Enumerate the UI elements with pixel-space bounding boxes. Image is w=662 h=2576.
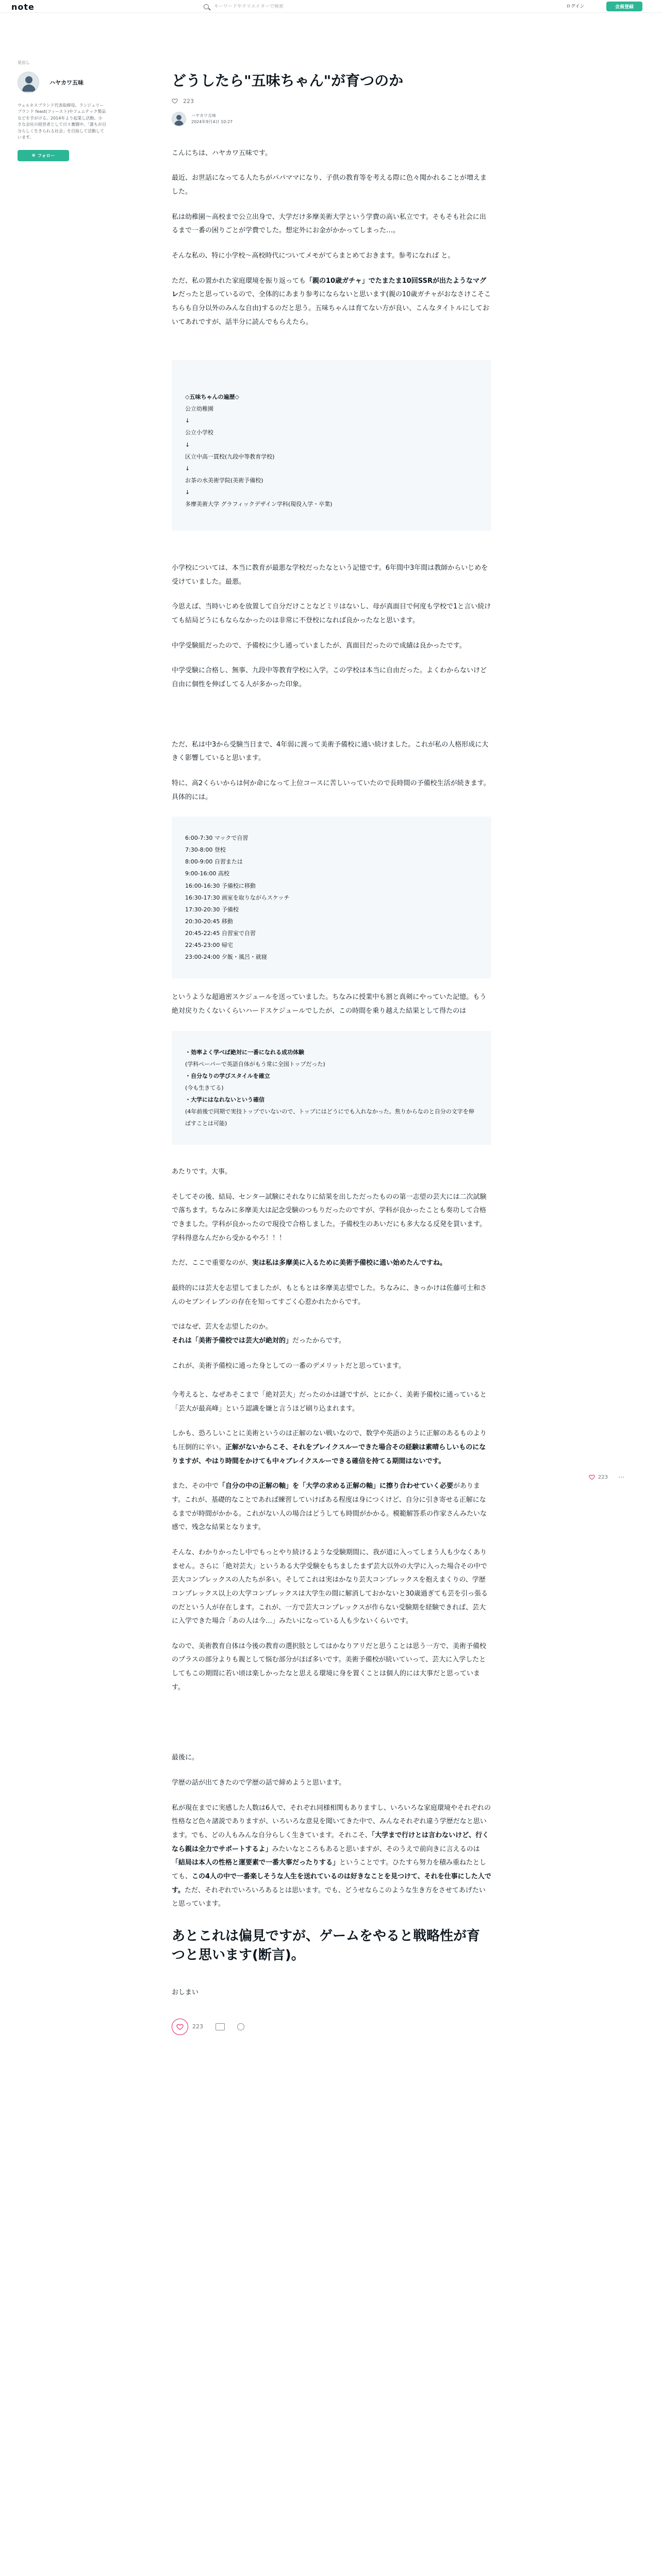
paragraph xyxy=(172,1427,491,1468)
bold-span: 「自分の中の正解の軸」を「大学の求める正解の軸」に擦り合わせていく必要 xyxy=(219,1482,454,1490)
box-line: ↓ xyxy=(185,488,190,496)
schedule-line: 9:00-16:00 高校 xyxy=(185,870,229,877)
text-span: ただ、ここで重要なのが、 xyxy=(172,1259,253,1267)
text-span: だったからです。 xyxy=(292,1336,345,1345)
box-line: ↓ xyxy=(185,417,190,425)
sidebar-bio: ウェルネスブランド代表取締役。ランジェリーブランド feast(フィースト)やフェムテック製品などを手がける。2014年より起業し活動。小さな会社の経営者として日々奮闘中。「誰もが自分らしく生きられる社会」を目指して活動しています。 xyxy=(18,103,106,140)
result-sub: (学科ペーパーで英語自体がもう常に全国トップだった) xyxy=(185,1060,325,1067)
like-count: 223 xyxy=(183,97,194,105)
follow-button[interactable] xyxy=(18,150,69,161)
result-heading: ・大学にはなれないという確信 xyxy=(185,1096,264,1103)
text-span: ただ、それぞれでいろいろあるとは思います。でも、どうせならこのような生き方をさせてあげたいと思っています。 xyxy=(172,1886,486,1908)
results-box xyxy=(172,1031,491,1145)
comment-icon[interactable] xyxy=(216,2023,225,2030)
person-add-icon: ⊕ xyxy=(31,153,36,159)
login-link[interactable]: ログイン xyxy=(566,4,585,9)
like-button[interactable] xyxy=(172,2019,188,2035)
box-line: 公立幼稚園 xyxy=(185,405,213,413)
paragraph: ただ、私は中3から受験当日まで、4年弱に渡って美術予備校に通い続けました。これが私の人格形成に大きく影響していると思います。 xyxy=(172,740,489,762)
box-heading: ◇五味ちゃんの遍歴◇ xyxy=(185,394,239,401)
top-header xyxy=(0,0,662,13)
paragraph xyxy=(172,1480,491,1535)
bold-span: この4人の中で一番楽しそうな人生を送れているのは好きなことを見つけて、それを仕事にした人です。 xyxy=(172,1872,491,1894)
bold-span: 「大学まで行けとは言わないけど、行くなら親は全力でサポートするよ」 xyxy=(172,1831,489,1853)
post-date: 2024年9月4日 10:27 xyxy=(191,119,233,124)
paragraph: そんな、わかりかったし中でもっとやり続けるような受験期間に、我が道に入ってしまう人も少なくありません。さらに「絶対芸大」というある大学受験をもちましたまず芸大以外の大学に入った場合その中で芸大コンプレックスの人たちが多い。そしてこれは実はかなり芸大コンプレックスを抱えまくりの、学歴コンプレックス以上の大学コンプレックスは大学生の間に解消しておかないと30歳過ぎても芸を引っ張るのだという人が存在します。これが、一方で芸大コンプレックスが作らない受験期を経験できれば、芸大に入学できた場合「あの人は今…」みたいになっている人も少ないくらいです。 xyxy=(172,1548,488,1625)
paragraph: なので、美術教育自体は今後の教育の選択肢としてはかなりアリだと思うことは思う一方で、美術予備校のプラスの部分よりも親として悩む部分がほぼ多いです。美術予備校が続いていって、芸大に入学したとしてもこの期間に若い頃は楽しかったなと思える環境に身を置くことは個人的には大事だと思っています。 xyxy=(172,1642,486,1691)
schedule-line: 22:45-23:00 帰宅 xyxy=(185,942,233,949)
paragraph: 小学校については、本当に教育が最悪な学校だったなという記憶です。6年間中3年間は教師からいじめを受けていました。最悪。 xyxy=(172,564,488,586)
sidebar-profile[interactable] xyxy=(18,72,110,93)
avatar[interactable] xyxy=(18,72,39,93)
bottom-action-bar xyxy=(172,2019,491,2035)
text-span: ではなぜ、芸大を志望したのか。 xyxy=(172,1323,272,1331)
closing-text: おしまい xyxy=(172,1989,199,1997)
schedule-box xyxy=(172,817,491,978)
schedule-line: 6:00-7:30 マックで自習 xyxy=(185,835,249,842)
paragraph: これが、美術予備校に通った身としての一番のデメリットだと思っています。 xyxy=(172,1362,405,1370)
author-row[interactable] xyxy=(172,112,491,126)
result-heading: ・自分なりの学びスタイルを確立 xyxy=(185,1072,270,1079)
author-meta xyxy=(191,113,233,125)
paragraph: あたりです。大事。 xyxy=(172,1168,231,1176)
result-sub: (4年前後で同期で実技トップでいないので、トップにはどうにでも入れなかった。焦りからなのと自分の文字を伸ばすことは可能) xyxy=(185,1108,474,1127)
search-bar[interactable] xyxy=(204,2,425,11)
box-line: ↓ xyxy=(185,465,190,472)
paragraph: というような超過密スケジュールを送っていました。ちなみに授業中も割と真剣にやっていた記憶。もう絶対戻りたくないくらいハードスケジュールでしたが、この時間を乗り越えた結果として得たのは xyxy=(172,993,487,1015)
heart-icon xyxy=(172,98,178,104)
result-heading: ・効率よく学べば絶対に一番になれる成功体験 xyxy=(185,1048,304,1056)
paragraph: 今考えると、なぜあそこまで「絶対芸大」だったのかは謎ですが、とにかく、美術予備校に通っていると「芸大が最高峰」という認識を嫌と言うほど刷り込まれます。 xyxy=(172,1391,487,1413)
paragraph: 最終的には芸大を志望してましたが、もともとは多摩美志望でした。ちなみに、きっかけは佐藤可士和さんのセブンイレブンの存在を知ってすごく心惹かれたからです。 xyxy=(172,1284,487,1306)
author-name[interactable]: ハヤカワ五味 xyxy=(191,113,216,118)
bold-span: それは「美術予備校では芸大が絶対的」 xyxy=(172,1336,293,1345)
paragraph: 特に、高2くらいからは何か命になって上位コースに苦しいっていたので長時間の予備校生活が続きます。具体的には。 xyxy=(172,779,490,801)
paragraph: 中学受験に合格し、無事、九段中等教育学校に入学。この学校は本当に自由だった。よくわからないけど自由に個性を伸ばしてる人が多かった印象。 xyxy=(172,667,487,688)
avatar[interactable] xyxy=(172,112,186,126)
heart-icon xyxy=(176,2023,184,2030)
note-logo[interactable]: note xyxy=(11,2,35,12)
paragraph: 学歴の話が出てきたので学歴の話で締めようと思います。 xyxy=(172,1779,345,1787)
author-sidebar xyxy=(18,60,110,161)
like-count: 223 xyxy=(598,1474,608,1480)
schedule-line: 16:30-17:30 画室を取りながらスケッチ xyxy=(185,894,290,901)
text-span: ということです。ひたすら努力を積み重ねたとしても、 xyxy=(172,1859,486,1880)
paragraph: そんな私の、特に小学校〜高校時代についてメモがてらまとめておきます。参考になれば と。 xyxy=(172,252,455,260)
text-span: しかも、恐ろしいことに美術というのは正解のない戦いなので、数学や英語のように正解のあるものよりも圧倒的に辛い。 xyxy=(172,1430,487,1452)
text-span: だったと思っているので、全体的にあまり参考にならないと思います(親の10歳ガチャがおなさけこそこちらも自分以外のみんな自由)するのだと思う。五味ちゃんは育てない方が良い、こんなタイトルにしておいてあれですが、話半分に読んでもらえたら。 xyxy=(172,291,491,326)
heart-icon xyxy=(589,1474,595,1480)
bold-span: 実は私は多摩美に入るために美術予備校に通い始めたんですね。 xyxy=(252,1259,447,1267)
bold-span: 正解がないからこそ、それをブレイクスルーできた場合その経験は素晴らしいものになりますが、やはり時間をかけても中々ブレイクスルーできる確信を持てる期間はないです。 xyxy=(172,1444,486,1465)
history-box xyxy=(172,360,491,531)
share-icon[interactable] xyxy=(237,2023,244,2030)
box-line: 区立中高一貫校(九段中等教育学校) xyxy=(185,453,275,460)
paragraph: そしてその後、結局、センター試験にそれなりに結果を出しただったものの第一志望の芸大には二次試験で落ちます。ちなみに多摩美大は記念受験のつもりだったのですが、学科が良かったことも奏功して合格できました。学科が良かったので現役で合格しました。予備校生のあいだにも多大なる反発を買います。学科得意なんだから受かるやろ！！！ xyxy=(172,1193,487,1242)
signup-button[interactable]: 会員登録 xyxy=(606,2,642,11)
paragraph xyxy=(172,275,491,330)
sidebar-author-name[interactable]: ハヤカワ五味 xyxy=(49,79,84,86)
box-line: 公立小学校 xyxy=(185,429,213,436)
paragraph: 私は幼稚園〜高校まで公立出身で、大学だけ多摩美術大学という学費の高い私立です。そもそも社会に出るまで一番の困りごとが学費でした。想定外にお金がかかってしまった…。 xyxy=(172,213,486,235)
schedule-line: 8:00-9:00 自習または xyxy=(185,858,243,866)
text-span: また、その中で xyxy=(172,1482,219,1490)
schedule-line: 16:00-16:30 予備校に移動 xyxy=(185,882,256,889)
more-icon[interactable]: ⋯ xyxy=(618,1473,625,1481)
box-line: 多摩美術大学 グラフィックデザイン学科(現役入学・卒業) xyxy=(185,501,333,508)
paragraph: 最近、お世話になってる人たちがパパママになり、子供の教育等を考える際に色々聞かれることが増えました。 xyxy=(172,174,487,196)
box-line: ↓ xyxy=(185,441,190,448)
result-sub: (今も生きてる) xyxy=(185,1084,224,1091)
box-line: お茶の水美術学院(美術予備校) xyxy=(185,477,263,484)
section-heading: あとこれは偏見ですが、ゲームをやると戦略性が育つと思います(断言)。 xyxy=(172,1928,481,1963)
schedule-line: 20:30-20:45 移動 xyxy=(185,918,233,925)
paragraph: 中学受験組だったので、予備校に少し通っていましたが、真面目だったので成績は良かったです。 xyxy=(172,641,466,650)
search-icon xyxy=(204,4,209,9)
paragraph: こんにちは、ハヤカワ五味です。 xyxy=(172,149,272,157)
text-span: みたいなところもあると思いますが、そのうえで前向きに言えるのは xyxy=(272,1845,480,1853)
bold-span: 「親の10歳ガチャ」でたまたま10回SSRが出たようなマグレ xyxy=(172,277,486,299)
text-span: 私が現在までに実感した人数は6人で、それぞれ同様相関もありますし、いろいろな家庭環境やそれぞれの性格など色々諸説でありますが、いろいろな意見を聞いてきた中で、みんなそれぞれ違う学歴だなと思います。でも、どの人もみんな自分らしく生きています。それこそ、 xyxy=(172,1804,491,1839)
search-input[interactable] xyxy=(214,4,410,9)
sidebar-label: 見出し xyxy=(18,60,30,65)
like-count-top[interactable] xyxy=(172,98,491,105)
text-span: があります。これが、基礎的なことであれば練習していけばある程度は身につくけど、自分に引き寄せる正解になるまでが時間がかかる。これがない人の場合はどうしても時間がかかる。模範解答系の作家さんみたいな感で、残念な結果となります。 xyxy=(172,1482,487,1532)
article-title: どうしたら"五味ちゃん"が育つのか xyxy=(172,72,404,89)
paragraph: 最後に。 xyxy=(172,1754,199,1762)
schedule-line: 17:30-20:30 予備校 xyxy=(185,906,239,913)
paragraph xyxy=(172,1802,491,1911)
paragraph: 今思えば、当時いじめを放置して自分だけことなどミリはないし、母が真面目で何度も学校で1と言い続けても結局どうにもならなかったのは非常に不登校になれば良かったなと思います。 xyxy=(172,603,491,625)
schedule-line: 20:45-22:45 自習室で自習 xyxy=(185,929,256,937)
article xyxy=(172,71,491,2035)
paragraph xyxy=(172,1257,491,1270)
paragraph xyxy=(172,1320,491,1348)
text-span: ただ、私の置かれた家庭環境を振り返っても xyxy=(172,277,306,285)
schedule-line: 23:00-24:00 夕飯・風呂・就寝 xyxy=(185,954,267,961)
floating-like[interactable] xyxy=(589,1473,625,1481)
schedule-line: 7:30-8:00 登校 xyxy=(185,846,226,854)
bold-span: 「結局は本人の性格と運要素で一番大事だったりする」 xyxy=(172,1859,340,1867)
like-count: 223 xyxy=(192,2023,203,2030)
follow-label: フォロー xyxy=(37,154,55,159)
